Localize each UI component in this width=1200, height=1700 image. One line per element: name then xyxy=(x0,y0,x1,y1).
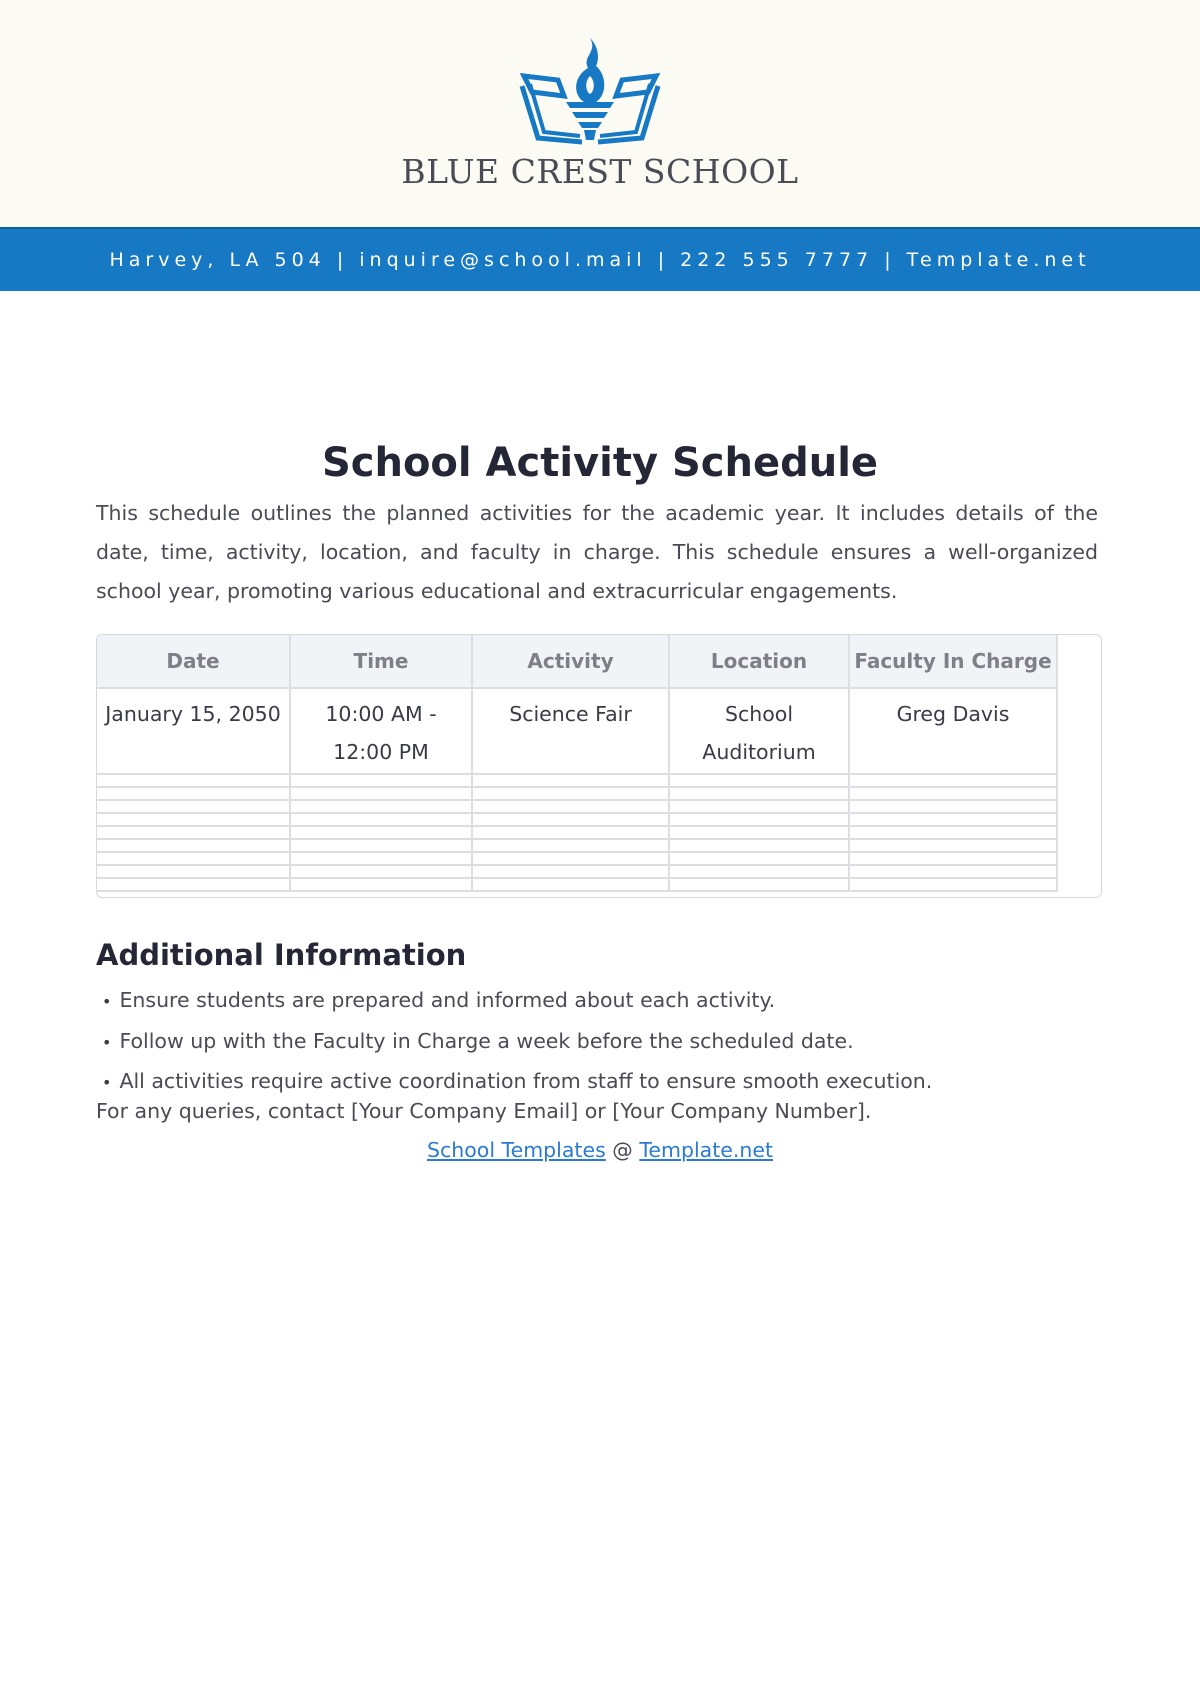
table-row xyxy=(97,688,1057,774)
header-time: Time xyxy=(290,635,472,688)
empty-row xyxy=(97,787,1057,800)
empty-cell xyxy=(97,865,290,878)
school-templates-link[interactable]: School Templates xyxy=(426,1138,606,1162)
empty-cell xyxy=(849,852,1057,865)
empty-cell xyxy=(669,852,849,865)
empty-cell xyxy=(472,774,669,787)
schedule-table xyxy=(97,635,1058,892)
empty-cell xyxy=(849,800,1057,813)
header xyxy=(0,0,1200,227)
empty-row xyxy=(97,774,1057,787)
empty-cell xyxy=(472,800,669,813)
cell-location: School Auditorium xyxy=(669,688,849,774)
empty-cell xyxy=(97,839,290,852)
empty-cell xyxy=(669,878,849,891)
empty-row xyxy=(97,878,1057,891)
empty-cell xyxy=(290,839,472,852)
empty-cell xyxy=(97,852,290,865)
contact-note: For any queries, contact [Your Company Email] or [Your Company Number]. xyxy=(96,1099,872,1123)
empty-row xyxy=(97,813,1057,826)
empty-cell xyxy=(669,774,849,787)
intro-paragraph: This schedule outlines the planned activities for the academic year. It includes details of the date, time, activity, location, and faculty in charge. This schedule ensures a well-organized school year, promoting various educational and extracurricular engagements. xyxy=(96,501,1098,603)
empty-cell xyxy=(472,852,669,865)
list-item: • Ensure students are prepared and informed about each activity. xyxy=(102,981,932,1022)
empty-cell xyxy=(669,813,849,826)
empty-cell xyxy=(290,800,472,813)
empty-cell xyxy=(849,865,1057,878)
empty-cell xyxy=(290,774,472,787)
empty-cell xyxy=(290,787,472,800)
table-header-row xyxy=(97,635,1057,688)
empty-cell xyxy=(849,787,1057,800)
empty-row xyxy=(97,839,1057,852)
cell-faculty: Greg Davis xyxy=(849,688,1057,774)
empty-cell xyxy=(97,878,290,891)
empty-cell xyxy=(669,839,849,852)
empty-cell xyxy=(97,787,290,800)
cell-time: 10:00 AM - 12:00 PM xyxy=(290,688,472,774)
empty-cell xyxy=(290,826,472,839)
empty-cell xyxy=(472,813,669,826)
empty-cell xyxy=(97,813,290,826)
school-logo-icon xyxy=(518,36,662,146)
additional-info-list xyxy=(102,981,932,1103)
empty-cell xyxy=(849,839,1057,852)
schedule-table-container xyxy=(96,634,1102,898)
school-name: BLUE CREST SCHOOL xyxy=(401,152,799,191)
empty-row xyxy=(97,800,1057,813)
additional-info-title: Additional Information xyxy=(96,938,467,972)
page-title: School Activity Schedule xyxy=(321,440,879,486)
list-item: • All activities require active coordination from staff to ensure smooth execution. xyxy=(102,1062,932,1103)
empty-cell xyxy=(849,774,1057,787)
header-activity: Activity xyxy=(472,635,669,688)
cell-date: January 15, 2050 xyxy=(97,688,290,774)
empty-cell xyxy=(97,826,290,839)
empty-cell xyxy=(669,800,849,813)
header-location: Location xyxy=(669,635,849,688)
empty-cell xyxy=(669,787,849,800)
header-faculty: Faculty In Charge xyxy=(849,635,1057,688)
empty-cell xyxy=(849,813,1057,826)
empty-cell xyxy=(669,865,849,878)
empty-cell xyxy=(669,826,849,839)
empty-row xyxy=(97,852,1057,865)
empty-cell xyxy=(97,774,290,787)
empty-cell xyxy=(290,813,472,826)
empty-cell xyxy=(97,800,290,813)
footer-links xyxy=(0,1138,1200,1162)
contact-bar: Harvey, LA 504 | inquire@school.mail | 222 555 7777 | Template.net xyxy=(0,227,1200,291)
empty-cell xyxy=(290,865,472,878)
empty-cell xyxy=(290,878,472,891)
empty-cell xyxy=(472,878,669,891)
empty-cell xyxy=(849,826,1057,839)
empty-cell xyxy=(472,865,669,878)
header-date: Date xyxy=(97,635,290,688)
empty-cell xyxy=(472,826,669,839)
empty-cell xyxy=(290,852,472,865)
footer-separator: @ xyxy=(612,1138,633,1162)
empty-row xyxy=(97,826,1057,839)
empty-cell xyxy=(472,787,669,800)
empty-row xyxy=(97,865,1057,878)
cell-activity: Science Fair xyxy=(472,688,669,774)
template-net-link[interactable]: Template.net xyxy=(639,1138,774,1162)
empty-cell xyxy=(849,878,1057,891)
list-item: • Follow up with the Faculty in Charge a week before the scheduled date. xyxy=(102,1022,932,1063)
empty-cell xyxy=(472,839,669,852)
